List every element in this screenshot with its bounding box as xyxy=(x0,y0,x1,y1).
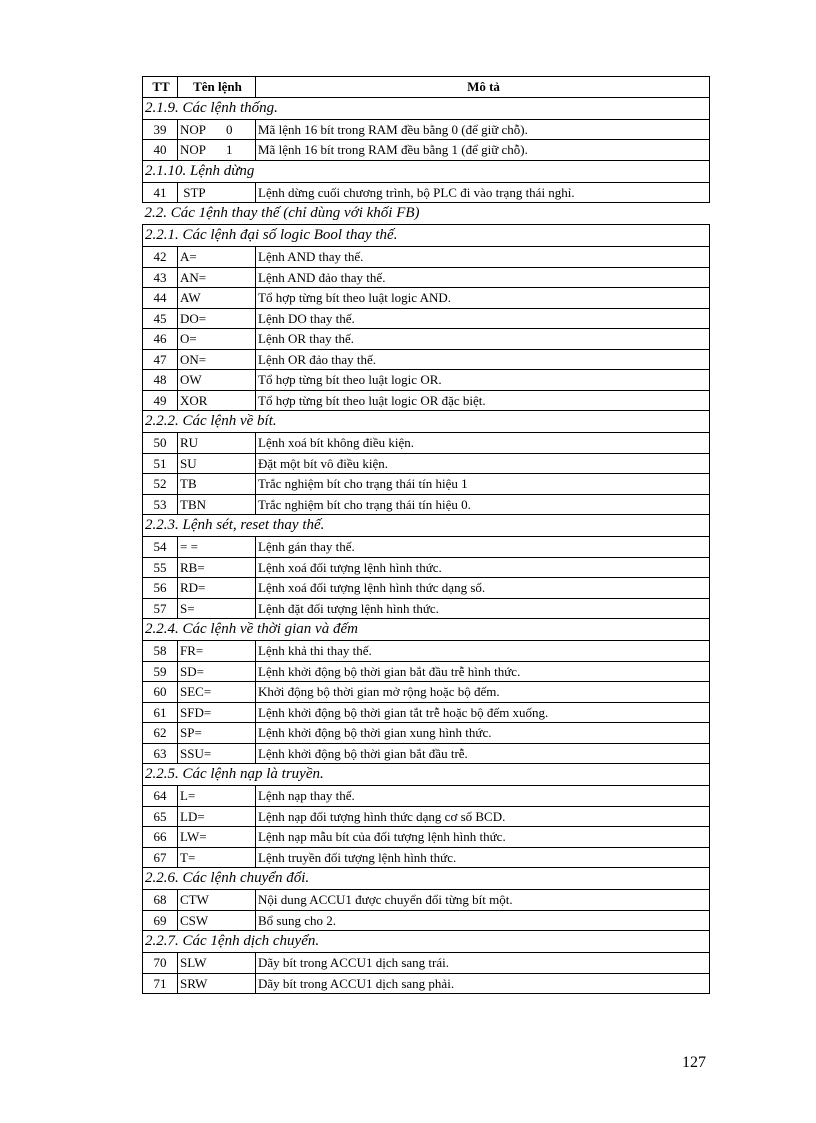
instruction-name xyxy=(178,474,256,495)
row-number: 49 xyxy=(143,390,178,411)
row-number: 59 xyxy=(143,661,178,682)
row-number: 58 xyxy=(143,641,178,662)
instruction-name xyxy=(178,537,256,558)
table-row xyxy=(143,806,710,827)
table-row xyxy=(143,641,710,662)
instruction-code: SRW xyxy=(180,975,208,991)
instruction-name xyxy=(178,682,256,703)
table-row xyxy=(143,786,710,807)
instruction-name xyxy=(178,140,256,161)
row-number: 42 xyxy=(143,247,178,268)
instruction-description: Mã lệnh 16 bít trong RAM đều bằng 1 (để giữ chỗ). xyxy=(256,140,710,161)
row-number: 40 xyxy=(143,140,178,161)
instruction-description: Tổ hợp từng bít theo luật logic OR. xyxy=(256,370,710,391)
instruction-name xyxy=(178,953,256,974)
instruction-name xyxy=(178,557,256,578)
table-header-row xyxy=(143,77,710,98)
table-row xyxy=(143,890,710,911)
instruction-description: Lệnh nạp thay thế. xyxy=(256,786,710,807)
instruction-name xyxy=(178,247,256,268)
instruction-code: AW xyxy=(180,290,201,305)
table-row xyxy=(143,494,710,515)
instruction-description: Lệnh khởi động bộ thời gian xung hình thức. xyxy=(256,723,710,744)
instruction-name xyxy=(178,390,256,411)
subsection-title: 2.1.9. Các lệnh thống. xyxy=(143,97,710,119)
instruction-name xyxy=(178,329,256,350)
subsection-title: 2.2.7. Các 1ệnh dịch chuyển. xyxy=(143,931,710,953)
subsection-row xyxy=(143,868,710,890)
row-number: 69 xyxy=(143,910,178,931)
instruction-code: SD= xyxy=(180,663,204,679)
instruction-description: Tổ hợp từng bít theo luật logic AND. xyxy=(256,288,710,309)
row-number: 70 xyxy=(143,953,178,974)
table-row xyxy=(143,267,710,288)
table-row xyxy=(143,743,710,764)
instruction-name xyxy=(178,288,256,309)
instruction-description: Mã lệnh 16 bít trong RAM đều bằng 0 (để giữ chỗ). xyxy=(256,119,710,140)
table-row xyxy=(143,910,710,931)
instruction-code: LD= xyxy=(180,808,205,824)
instruction-description: Lệnh AND thay thế. xyxy=(256,247,710,268)
table-row xyxy=(143,598,710,619)
instruction-description: Lệnh khởi động bộ thời gian bắt đầu trễ. xyxy=(256,743,710,764)
row-number: 56 xyxy=(143,578,178,599)
instruction-code: NOP xyxy=(180,142,207,157)
instruction-description: Lệnh OR thay thế. xyxy=(256,329,710,350)
row-number: 55 xyxy=(143,557,178,578)
instruction-code: SFD= xyxy=(180,704,212,720)
row-number: 64 xyxy=(143,786,178,807)
instruction-name xyxy=(178,267,256,288)
section-heading-row xyxy=(143,203,710,225)
table-row xyxy=(143,827,710,848)
row-number: 50 xyxy=(143,433,178,454)
row-number: 46 xyxy=(143,329,178,350)
row-number: 68 xyxy=(143,890,178,911)
instruction-description: Lệnh nạp đối tượng hình thức dạng cơ số BCD. xyxy=(256,806,710,827)
instruction-name xyxy=(178,786,256,807)
instruction-description: Tổ hợp từng bít theo luật logic OR đặc biệt. xyxy=(256,390,710,411)
table-row xyxy=(143,953,710,974)
instruction-code: L= xyxy=(180,788,196,803)
instruction-name xyxy=(178,890,256,911)
subsection-row xyxy=(143,931,710,953)
instruction-code: A= xyxy=(180,249,197,264)
instruction-name xyxy=(178,641,256,662)
instruction-name xyxy=(178,433,256,454)
row-number: 65 xyxy=(143,806,178,827)
table-row xyxy=(143,370,710,391)
row-number: 43 xyxy=(143,267,178,288)
table-row xyxy=(143,349,710,370)
instruction-name xyxy=(178,494,256,515)
instruction-code: OW xyxy=(180,372,202,387)
table-row xyxy=(143,288,710,309)
instruction-name xyxy=(178,723,256,744)
instruction-code: STP xyxy=(180,184,206,200)
instruction-description: Đặt một bít vô điều kiện. xyxy=(256,453,710,474)
row-number: 45 xyxy=(143,308,178,329)
table-row xyxy=(143,661,710,682)
row-number: 61 xyxy=(143,702,178,723)
instruction-description: Lệnh khởi động bộ thời gian tắt trễ hoặc bộ đếm xuống. xyxy=(256,702,710,723)
row-number: 67 xyxy=(143,847,178,868)
table-row xyxy=(143,182,710,203)
instruction-table xyxy=(142,76,710,994)
subsection-title: 2.2.4. Các lệnh về thời gian và đếm xyxy=(143,619,710,641)
instruction-name xyxy=(178,453,256,474)
subsection-row xyxy=(143,515,710,537)
subsection-title: 2.2.6. Các lệnh chuyển đổi. xyxy=(143,868,710,890)
instruction-description: Lệnh AND đảo thay thế. xyxy=(256,267,710,288)
instruction-code: = = xyxy=(180,539,198,554)
instruction-description: Dãy bít trong ACCU1 dịch sang phải. xyxy=(256,973,710,994)
instruction-code: AN= xyxy=(180,269,207,285)
table-row xyxy=(143,433,710,454)
instruction-code: SEC= xyxy=(180,684,212,699)
table-row xyxy=(143,453,710,474)
instruction-code: LW= xyxy=(180,829,207,844)
row-number: 66 xyxy=(143,827,178,848)
instruction-description: Lệnh DO thay thế. xyxy=(256,308,710,329)
instruction-table-container xyxy=(142,76,710,994)
instruction-code: SLW xyxy=(180,955,207,970)
instruction-code: RU xyxy=(180,435,199,450)
table-row xyxy=(143,847,710,868)
instruction-code: TB xyxy=(180,476,197,491)
instruction-description: Lệnh khởi động bộ thời gian bắt đầu trễ hình thức. xyxy=(256,661,710,682)
instruction-code: SP= xyxy=(180,725,202,740)
instruction-name xyxy=(178,370,256,391)
instruction-name xyxy=(178,308,256,329)
subsection-title: 2.2.2. Các lệnh về bít. xyxy=(143,411,710,433)
instruction-code: TBN xyxy=(180,496,206,512)
subsection-row xyxy=(143,160,710,182)
instruction-code: SSU= xyxy=(180,745,212,761)
row-number: 44 xyxy=(143,288,178,309)
instruction-code: CTW xyxy=(180,892,209,907)
instruction-code: S= xyxy=(180,600,195,616)
table-row xyxy=(143,308,710,329)
row-number: 62 xyxy=(143,723,178,744)
instruction-name xyxy=(178,827,256,848)
header-name: Tên lệnh xyxy=(178,77,256,98)
table-row xyxy=(143,390,710,411)
row-number: 57 xyxy=(143,598,178,619)
header-tt: TT xyxy=(143,77,178,98)
instruction-code: SU xyxy=(180,455,197,471)
table-row xyxy=(143,537,710,558)
table-row xyxy=(143,682,710,703)
row-number: 54 xyxy=(143,537,178,558)
table-row xyxy=(143,119,710,140)
table-row xyxy=(143,140,710,161)
instruction-description: Lệnh nạp mẫu bít của đối tượng lệnh hình thức. xyxy=(256,827,710,848)
instruction-description: Lệnh gán thay thế. xyxy=(256,537,710,558)
instruction-description: Trắc nghiệm bít cho trạng thái tín hiệu 0. xyxy=(256,494,710,515)
subsection-title: 2.1.10. Lệnh dừng xyxy=(143,160,710,182)
instruction-description: Trắc nghiệm bít cho trạng thái tín hiệu 1 xyxy=(256,474,710,495)
row-number: 60 xyxy=(143,682,178,703)
instruction-description: Lệnh xoá đối tượng lệnh hình thức dạng số. xyxy=(256,578,710,599)
instruction-name xyxy=(178,806,256,827)
instruction-code: RB= xyxy=(180,559,205,575)
instruction-description: Nội dung ACCU1 được chuyển đổi từng bít một. xyxy=(256,890,710,911)
instruction-name xyxy=(178,743,256,764)
row-number: 41 xyxy=(143,182,178,203)
instruction-description: Lệnh truyền đối tượng lệnh hình thức. xyxy=(256,847,710,868)
instruction-code: FR= xyxy=(180,643,204,658)
instruction-description: Lệnh xoá bít không điều kiện. xyxy=(256,433,710,454)
subsection-row xyxy=(143,97,710,119)
instruction-description: Lệnh khả thi thay thế. xyxy=(256,641,710,662)
table-row xyxy=(143,578,710,599)
instruction-code: DO= xyxy=(180,310,207,326)
row-number: 48 xyxy=(143,370,178,391)
instruction-code: NOP xyxy=(180,121,207,137)
header-description: Mô tả xyxy=(256,77,710,98)
subsection-row xyxy=(143,225,710,247)
instruction-description: Lệnh dừng cuối chương trình, bộ PLC đi vào trạng thái nghỉ. xyxy=(256,182,710,203)
table-row xyxy=(143,329,710,350)
subsection-row xyxy=(143,764,710,786)
instruction-name xyxy=(178,910,256,931)
instruction-code: O= xyxy=(180,331,197,346)
instruction-description: Dãy bít trong ACCU1 dịch sang trái. xyxy=(256,953,710,974)
row-number: 53 xyxy=(143,494,178,515)
instruction-operand: 1 xyxy=(226,142,233,157)
instruction-description: Lệnh đặt đối tượng lệnh hình thức. xyxy=(256,598,710,619)
instruction-name xyxy=(178,349,256,370)
table-row xyxy=(143,973,710,994)
row-number: 51 xyxy=(143,453,178,474)
page-number: 127 xyxy=(682,1054,706,1071)
subsection-row xyxy=(143,619,710,641)
instruction-name xyxy=(178,702,256,723)
row-number: 47 xyxy=(143,349,178,370)
instruction-code: RD= xyxy=(180,580,206,595)
row-number: 71 xyxy=(143,973,178,994)
table-row xyxy=(143,557,710,578)
table-row xyxy=(143,474,710,495)
instruction-name xyxy=(178,598,256,619)
subsection-row xyxy=(143,411,710,433)
instruction-name xyxy=(178,661,256,682)
table-row xyxy=(143,702,710,723)
instruction-name xyxy=(178,182,256,203)
subsection-title: 2.2.1. Các lệnh đại số logic Bool thay thế. xyxy=(143,225,710,247)
row-number: 52 xyxy=(143,474,178,495)
instruction-description: Khởi động bộ thời gian mở rộng hoặc bộ đếm. xyxy=(256,682,710,703)
instruction-code: ON= xyxy=(180,351,207,367)
instruction-code: XOR xyxy=(180,392,208,408)
instruction-description: Lệnh xoá đối tượng lệnh hình thức. xyxy=(256,557,710,578)
subsection-title: 2.2.3. Lệnh sét, reset thay thế. xyxy=(143,515,710,537)
table-row xyxy=(143,247,710,268)
instruction-name xyxy=(178,847,256,868)
instruction-name xyxy=(178,578,256,599)
instruction-code: T= xyxy=(180,849,196,865)
instruction-name xyxy=(178,973,256,994)
instruction-name xyxy=(178,119,256,140)
row-number: 39 xyxy=(143,119,178,140)
instruction-code: CSW xyxy=(180,912,209,928)
table-row xyxy=(143,723,710,744)
instruction-description: Bổ sung cho 2. xyxy=(256,910,710,931)
subsection-title: 2.2.5. Các lệnh nạp là truyền. xyxy=(143,764,710,786)
section-heading: 2.2. Các 1ệnh thay thế (chỉ dùng với khối FB) xyxy=(143,203,710,225)
instruction-description: Lệnh OR đảo thay thế. xyxy=(256,349,710,370)
row-number: 63 xyxy=(143,743,178,764)
instruction-operand: 0 xyxy=(226,121,233,137)
